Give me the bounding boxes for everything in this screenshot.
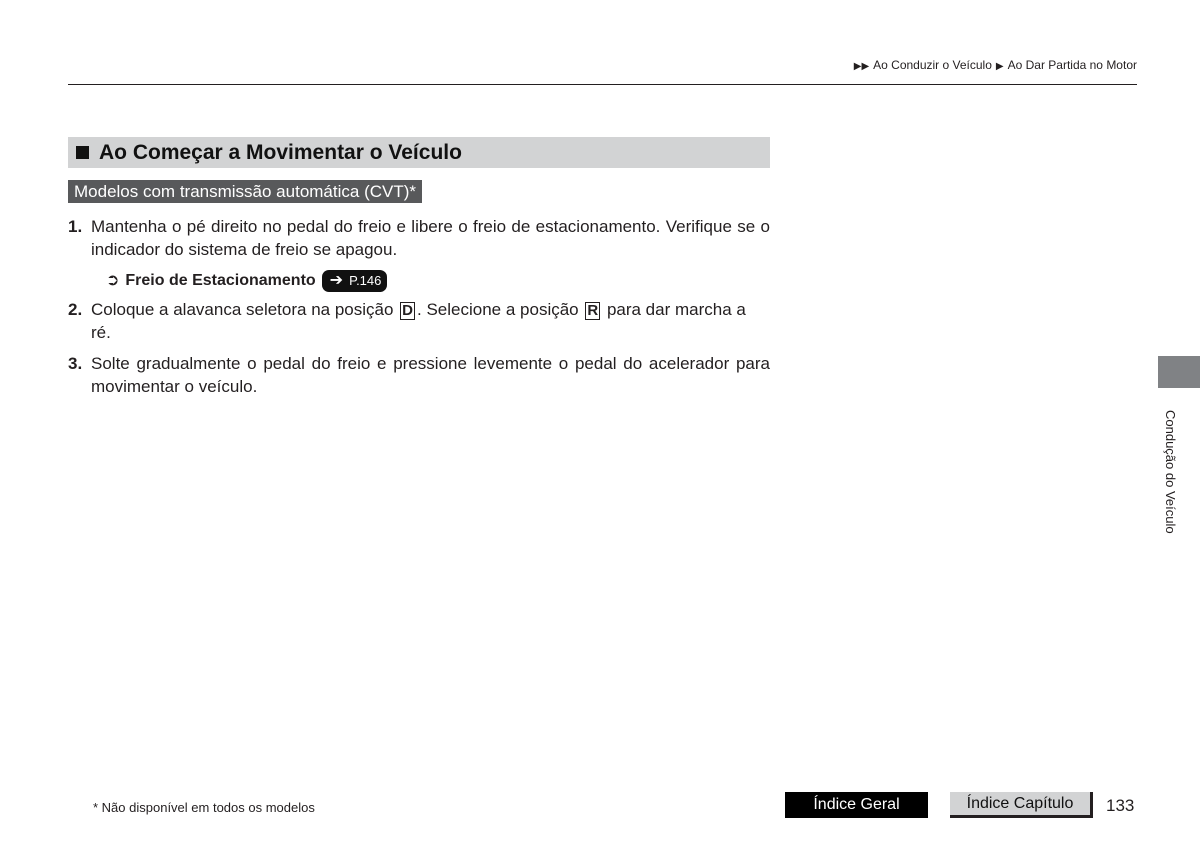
curved-arrow-icon: ➲: [106, 272, 120, 289]
step-text-part: para dar marcha a ré.: [91, 300, 746, 342]
breadcrumb: [854, 58, 1137, 72]
steps-list: [68, 215, 770, 406]
reference-label: Freio de Estacionamento: [125, 272, 316, 289]
general-index-button[interactable]: Índice Geral: [785, 792, 928, 818]
page-reference-link[interactable]: [322, 270, 388, 292]
step-text-part: Coloque a alavanca seletora na posição: [91, 300, 394, 319]
header-divider: [68, 84, 1137, 85]
chapter-index-label: Índice Capítulo: [950, 792, 1090, 815]
step-text: [91, 298, 770, 344]
step-3: [68, 352, 770, 398]
step-number: 1.: [68, 217, 83, 236]
step-number: 3.: [68, 354, 83, 373]
chapter-side-tab[interactable]: [1158, 356, 1200, 388]
step-text: Solte gradualmente o pedal do freio e pressione levemente o pedal do acelerador para movimentar o veículo.: [91, 354, 770, 396]
chapter-index-button[interactable]: [950, 792, 1093, 818]
gear-d-symbol: D: [402, 302, 414, 319]
double-triangle-icon: ▶▶: [853, 61, 870, 72]
right-arrow-icon: ➔: [329, 272, 344, 289]
step-text-part: . Selecione a posição: [417, 300, 579, 319]
triangle-separator-icon: ▶: [995, 61, 1004, 72]
cross-reference: [106, 269, 770, 292]
chapter-side-label: Condução do Veículo: [1163, 410, 1178, 534]
page-number: 133: [1106, 796, 1135, 815]
breadcrumb-item-partida[interactable]: Ao Dar Partida no Motor: [1007, 58, 1137, 72]
section-heading: [68, 137, 770, 168]
footnote: * Não disponível em todos os modelos: [93, 800, 315, 815]
step-text: Mantenha o pé direito no pedal do freio e libere o freio de estacionamento. Verifique se o indicador do sistema de freio se apagou.: [91, 217, 770, 259]
section-title: Ao Começar a Movimentar o Veículo: [99, 140, 462, 164]
square-bullet-icon: [76, 146, 89, 159]
breadcrumb-item-conduzir[interactable]: Ao Conduzir o Veículo: [873, 58, 992, 72]
gear-r-symbol: R: [587, 302, 599, 319]
step-1: [68, 215, 770, 261]
reference-page: P.146: [349, 273, 382, 288]
step-2: [68, 298, 770, 344]
model-tag: Modelos com transmissão automática (CVT)*: [68, 180, 422, 203]
step-number: 2.: [68, 300, 83, 319]
